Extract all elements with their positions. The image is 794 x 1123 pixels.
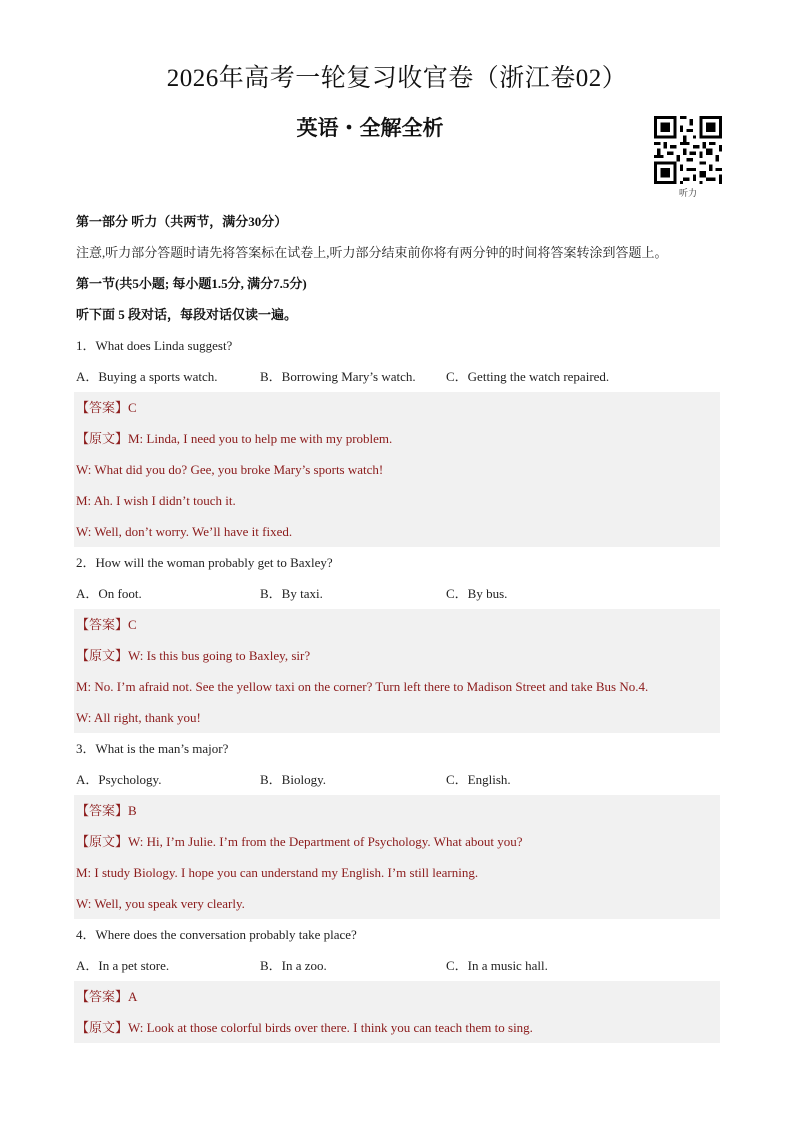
question-stem: 2．How will the woman probably get to Baxley?	[76, 555, 333, 570]
option-c: C．By bus.	[446, 586, 508, 601]
part1-heading: 第一节(共5小题; 每小题1.5分, 满分7.5分)	[76, 276, 307, 291]
options-row	[74, 950, 720, 981]
listening-instruction: 听下面 5 段对话，每段对话仅读一遍。	[76, 307, 298, 322]
option-a: A．On foot.	[76, 586, 142, 601]
options-row	[74, 764, 720, 795]
option-b: B．Biology.	[260, 772, 326, 787]
transcript-line: 【原文】W: Is this bus going to Baxley, sir?	[74, 640, 720, 671]
transcript-line: W: What did you do? Gee, you broke Mary’s sports watch!	[74, 454, 720, 485]
option-b: B．By taxi.	[260, 586, 323, 601]
qr-code-icon[interactable]	[654, 116, 722, 184]
transcript-line: W: Well, you speak very clearly.	[74, 888, 720, 919]
transcript-line: 【原文】W: Hi, I’m Julie. I’m from the Department of Psychology. What about you?	[74, 826, 720, 857]
question-stem: 1．What does Linda suggest?	[76, 338, 233, 353]
transcript-line: W: All right, thank you!	[74, 702, 720, 733]
option-b: B．Borrowing Mary’s watch.	[260, 369, 416, 384]
document-subtitle: 英语・全解全析	[296, 116, 444, 140]
answer-line: 【答案】C	[74, 609, 720, 640]
answer-line: 【答案】A	[74, 981, 720, 1012]
answer-line: 【答案】B	[74, 795, 720, 826]
transcript-line: 【原文】M: Linda, I need you to help me with my problem.	[74, 423, 720, 454]
option-a: A．In a pet store.	[76, 958, 170, 973]
transcript-line: W: Well, don’t worry. We’ll have it fixed.	[74, 516, 720, 547]
option-a: A．Buying a sports watch.	[76, 369, 218, 384]
section-heading: 第一部分 听力（共两节，满分30分）	[76, 214, 288, 229]
option-c: C．Getting the watch repaired.	[446, 369, 610, 384]
question-stem: 3．What is the man’s major?	[76, 741, 229, 756]
listening-notice: 注意,听力部分答题时请先将答案标在试卷上,听力部分结束前你将有两分钟的时间将答案转涂到答题上。	[76, 245, 668, 260]
transcript-line: M: I study Biology. I hope you can understand my English. I’m still learning.	[74, 857, 720, 888]
options-row	[74, 361, 720, 392]
qr-caption: 听力	[678, 189, 697, 199]
transcript-line: M: No. I’m afraid not. See the yellow taxi on the corner? Turn left there to Madison Street and take Bus No.4.	[74, 671, 720, 702]
answer-line: 【答案】C	[74, 392, 720, 423]
option-a: A．Psychology.	[76, 772, 162, 787]
document-title: 2026年高考一轮复习收官卷（浙江卷02）	[166, 65, 628, 92]
option-c: C．English.	[446, 772, 511, 787]
option-c: C．In a music hall.	[446, 958, 548, 973]
options-row	[74, 578, 720, 609]
transcript-line: M: Ah. I wish I didn’t touch it.	[74, 485, 720, 516]
option-b: B．In a zoo.	[260, 958, 327, 973]
question-stem: 4．Where does the conversation probably take place?	[76, 927, 357, 942]
transcript-line: 【原文】W: Look at those colorful birds over there. I think you can teach them to sing.	[74, 1012, 720, 1043]
exam-content	[74, 206, 720, 1043]
